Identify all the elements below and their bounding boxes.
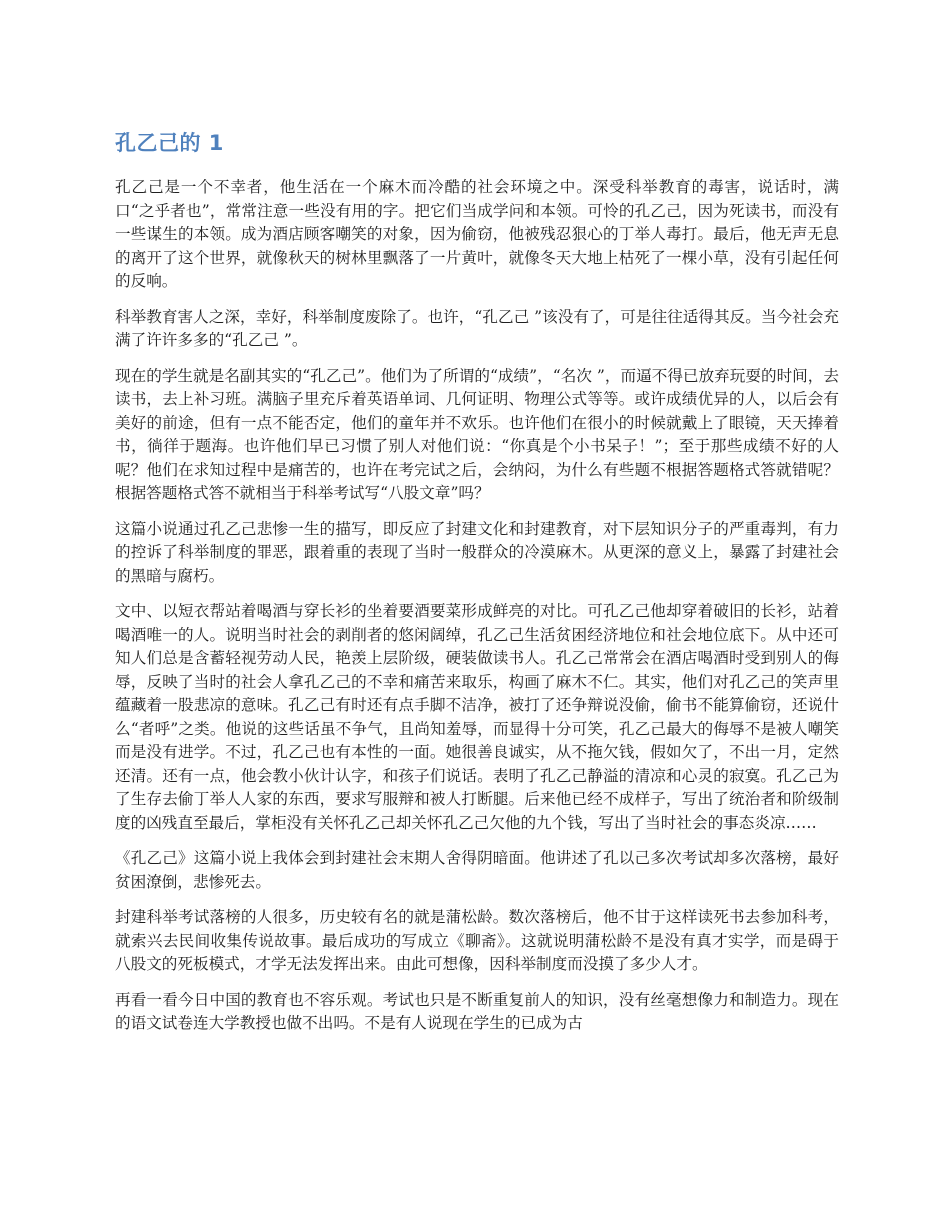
paragraph-6: 《孔乙己》这篇小说上我体会到封建社会末期人舍得阴暗面。他讲述了孔以己多次考试却多次落榜，最好贫困潦倒，悲惨死去。: [115, 849, 839, 891]
paragraph-7: 封建科举考试落榜的人很多，历史较有名的就是蒲松龄。数次落榜后，他不甘于这样读死书去参加科考，就索兴去民间收集传说故事。最后成功的写成立《聊斋》。这就说明蒲松龄不是没有真才实学，而是碍于八股文的死板模式，才学无法发挥出来。由此可想像，因科举制度而没摸了多少人才。: [115, 908, 839, 973]
paragraph-4: 这篇小说通过孔乙己悲惨一生的描写，即反应了封建文化和封建教育，对下层知识分子的严重毒判，有力的控诉了科举制度的罪恶，跟着重的表现了当时一般群众的冷漠麻木。从更深的意义上，暴露了封建社会的黑暗与腐朽。: [115, 519, 839, 585]
document-page: [115, 126, 839, 1048]
document-title: 孔乙己的 1: [115, 131, 224, 155]
paragraph-8: 再看一看今日中国的教育也不容乐观。考试也只是不断重复前人的知识，没有丝毫想像力和制造力。现在的语文试卷连大学教授也做不出吗。不是有人说现在学生的已成为古: [115, 990, 839, 1032]
paragraph-2: 科举教育害人之深，幸好，科举制度废除了。也许，“孔乙己 ”该没有了，可是往往适得其反。当今社会充满了许许多多的“孔乙己 ”。: [115, 307, 839, 349]
paragraph-3: 现在的学生就是名副其实的“孔乙己”。他们为了所谓的“成绩”，“名次 ”，而逼不得已放弃玩耍的时间，去读书，去上补习班。满脑子里充斥着英语单词、几何证明、物理公式等等。或许成绩优异的人，以后会有美好的前途，但有一点不能否定，他们的童年并不欢乐。也许他们在很小的时候就戴上了眼镜，天天捧着书，徜徉于题海。也许他们早已习惯了别人对他们说：“你真是个小书呆子！”；至于那些成绩不好的人呢？他们在求知过程中是痛苦的，也许在考完试之后，会纳闷，为什么有些题不根据答题格式答就错呢？根据答题格式答不就相当于科举考试写“八股文章”吗？: [115, 366, 839, 502]
paragraph-5: 文中、以短衣帮站着喝酒与穿长衫的坐着要酒要菜形成鲜亮的对比。可孔乙己他却穿着破旧的长衫，站着喝酒唯一的人。说明当时社会的剥削者的悠闲阔绰，孔乙己生活贫困经济地位和社会地位底下。从中还可知人们总是含蓄轻视劳动人民，艳羡上层阶级，硬装做读书人。孔乙己常常会在酒店喝酒时受到别人的侮辱，反映了当时的社会人拿孔乙己的不幸和痛苦来取乐，构画了麻木不仁。其实，他们对孔乙己的笑声里蕴藏着一股悲凉的意味。孔乙己有时还有点手脚不洁净，被打了还争辩说没偷，偷书不能算偷窃，还说什么“者呼”之类。他说的这些话虽不争气，且尚知羞辱，而显得十分可笑，孔乙己最大的侮辱不是被人嘲笑而是没有进学。不过，孔乙己也有本性的一面。她很善良诚实，从不拖欠钱，假如欠了，不出一月，定然还清。还有一点，他会教小伙计认字，和孩子们说话。表明了孔乙己静溢的清凉和心灵的寂寞。孔乙己为了生存去偷丁举人人家的东西，要求写服辩和被人打断腿。后来他已经不成样子，写出了统治者和阶级制度的凶残直至最后，掌柜没有关怀孔乙己却关怀孔乙己欠他的九个钱，写出了当时社会的事态炎凉……: [115, 602, 839, 832]
paragraph-1: 孔乙己是一个不幸者，他生活在一个麻木而冷酷的社会环境之中。深受科举教育的毒害，说话时，满口“之乎者也”，常常注意一些没有用的字。把它们当成学问和本领。可怜的孔乙己，因为死读书，而没有一些谋生的本领。成为酒店顾客嘲笑的对象，因为偷窃，他被残忍狠心的丁举人毒打。最后，他无声无息的离开了这个世界，就像秋天的树林里飘落了一片黄叶，就像冬天大地上枯死了一棵小草，没有引起任何的反响。: [115, 178, 839, 290]
